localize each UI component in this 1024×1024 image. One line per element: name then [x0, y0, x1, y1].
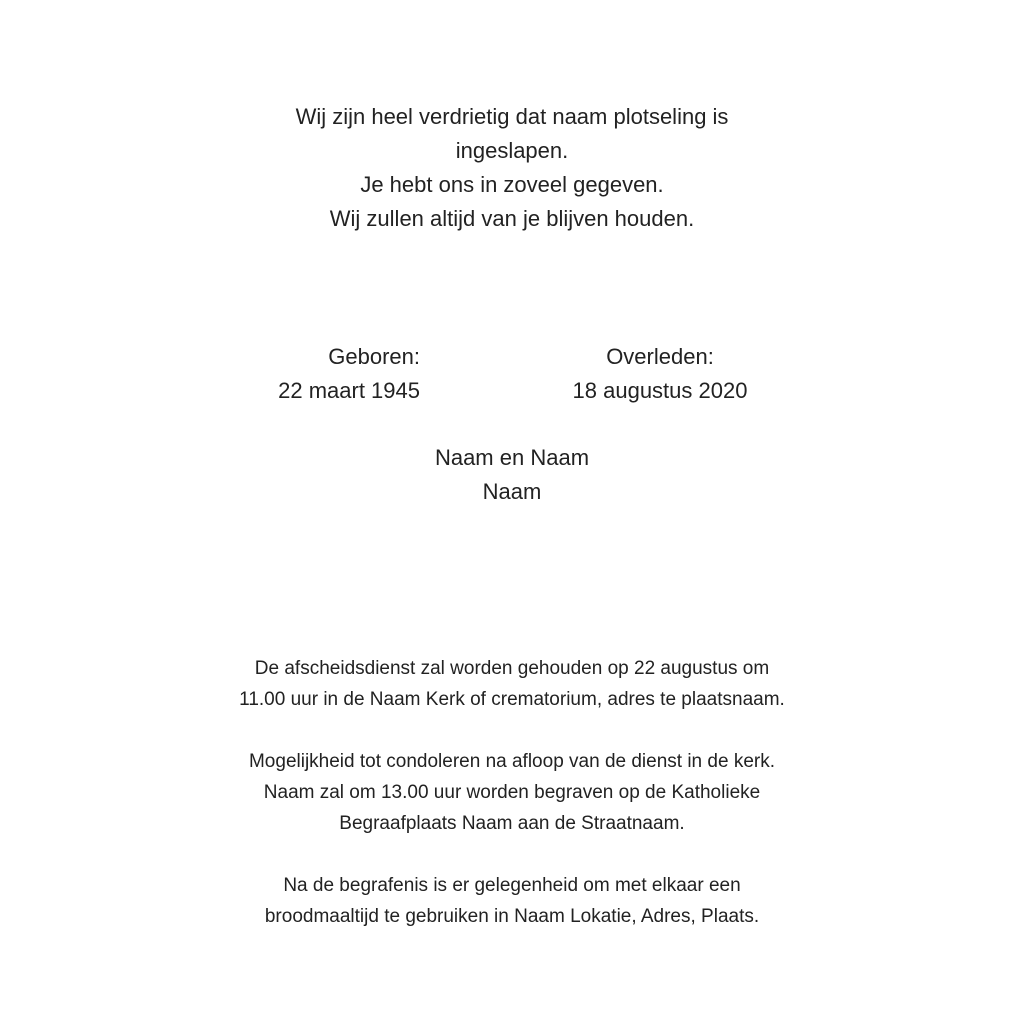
- service-line: Naam zal om 13.00 uur worden begraven op de Katholieke: [263, 782, 761, 803]
- service-line: broodmaaltijd te gebruiken in Naam Lokatie, Adres, Plaats.: [264, 906, 760, 927]
- service-line: Begraafplaats Naam aan de Straatnaam.: [339, 813, 685, 834]
- born-label: Geboren:: [328, 344, 420, 369]
- died-date: 18 augustus 2020: [572, 378, 748, 403]
- service-paragraph-2: [0, 746, 1024, 839]
- family-names: [0, 441, 1024, 509]
- service-line: Na de begrafenis is er gelegenheid om met elkaar een: [283, 875, 741, 896]
- intro-line: ingeslapen.: [455, 138, 569, 163]
- intro-line: Wij zullen altijd van je blijven houden.: [329, 206, 695, 231]
- died-block: [560, 340, 760, 408]
- died-label: Overleden:: [606, 344, 714, 369]
- service-paragraph-3: [0, 870, 1024, 932]
- names-line-1: Naam en Naam: [434, 445, 590, 470]
- born-date: 22 maart 1945: [278, 378, 420, 403]
- service-line: Mogelijkheid tot condoleren na afloop van de dienst in de kerk.: [248, 751, 775, 772]
- intro-line: Wij zijn heel verdrietig dat naam plotseling is: [295, 104, 729, 129]
- paragraph-spacer: [0, 839, 1024, 870]
- service-line: De afscheidsdienst zal worden gehouden op 22 augustus om: [254, 658, 770, 679]
- service-details: [0, 653, 1024, 932]
- paragraph-spacer: [0, 715, 1024, 746]
- service-paragraph-1: [0, 653, 1024, 715]
- intro-line: Je hebt ons in zoveel gegeven.: [360, 172, 664, 197]
- service-line: 11.00 uur in de Naam Kerk of crematorium, adres te plaatsnaam.: [239, 689, 785, 710]
- intro-verse: [0, 100, 1024, 236]
- names-line-2: Naam: [482, 479, 542, 504]
- born-block: [200, 340, 420, 408]
